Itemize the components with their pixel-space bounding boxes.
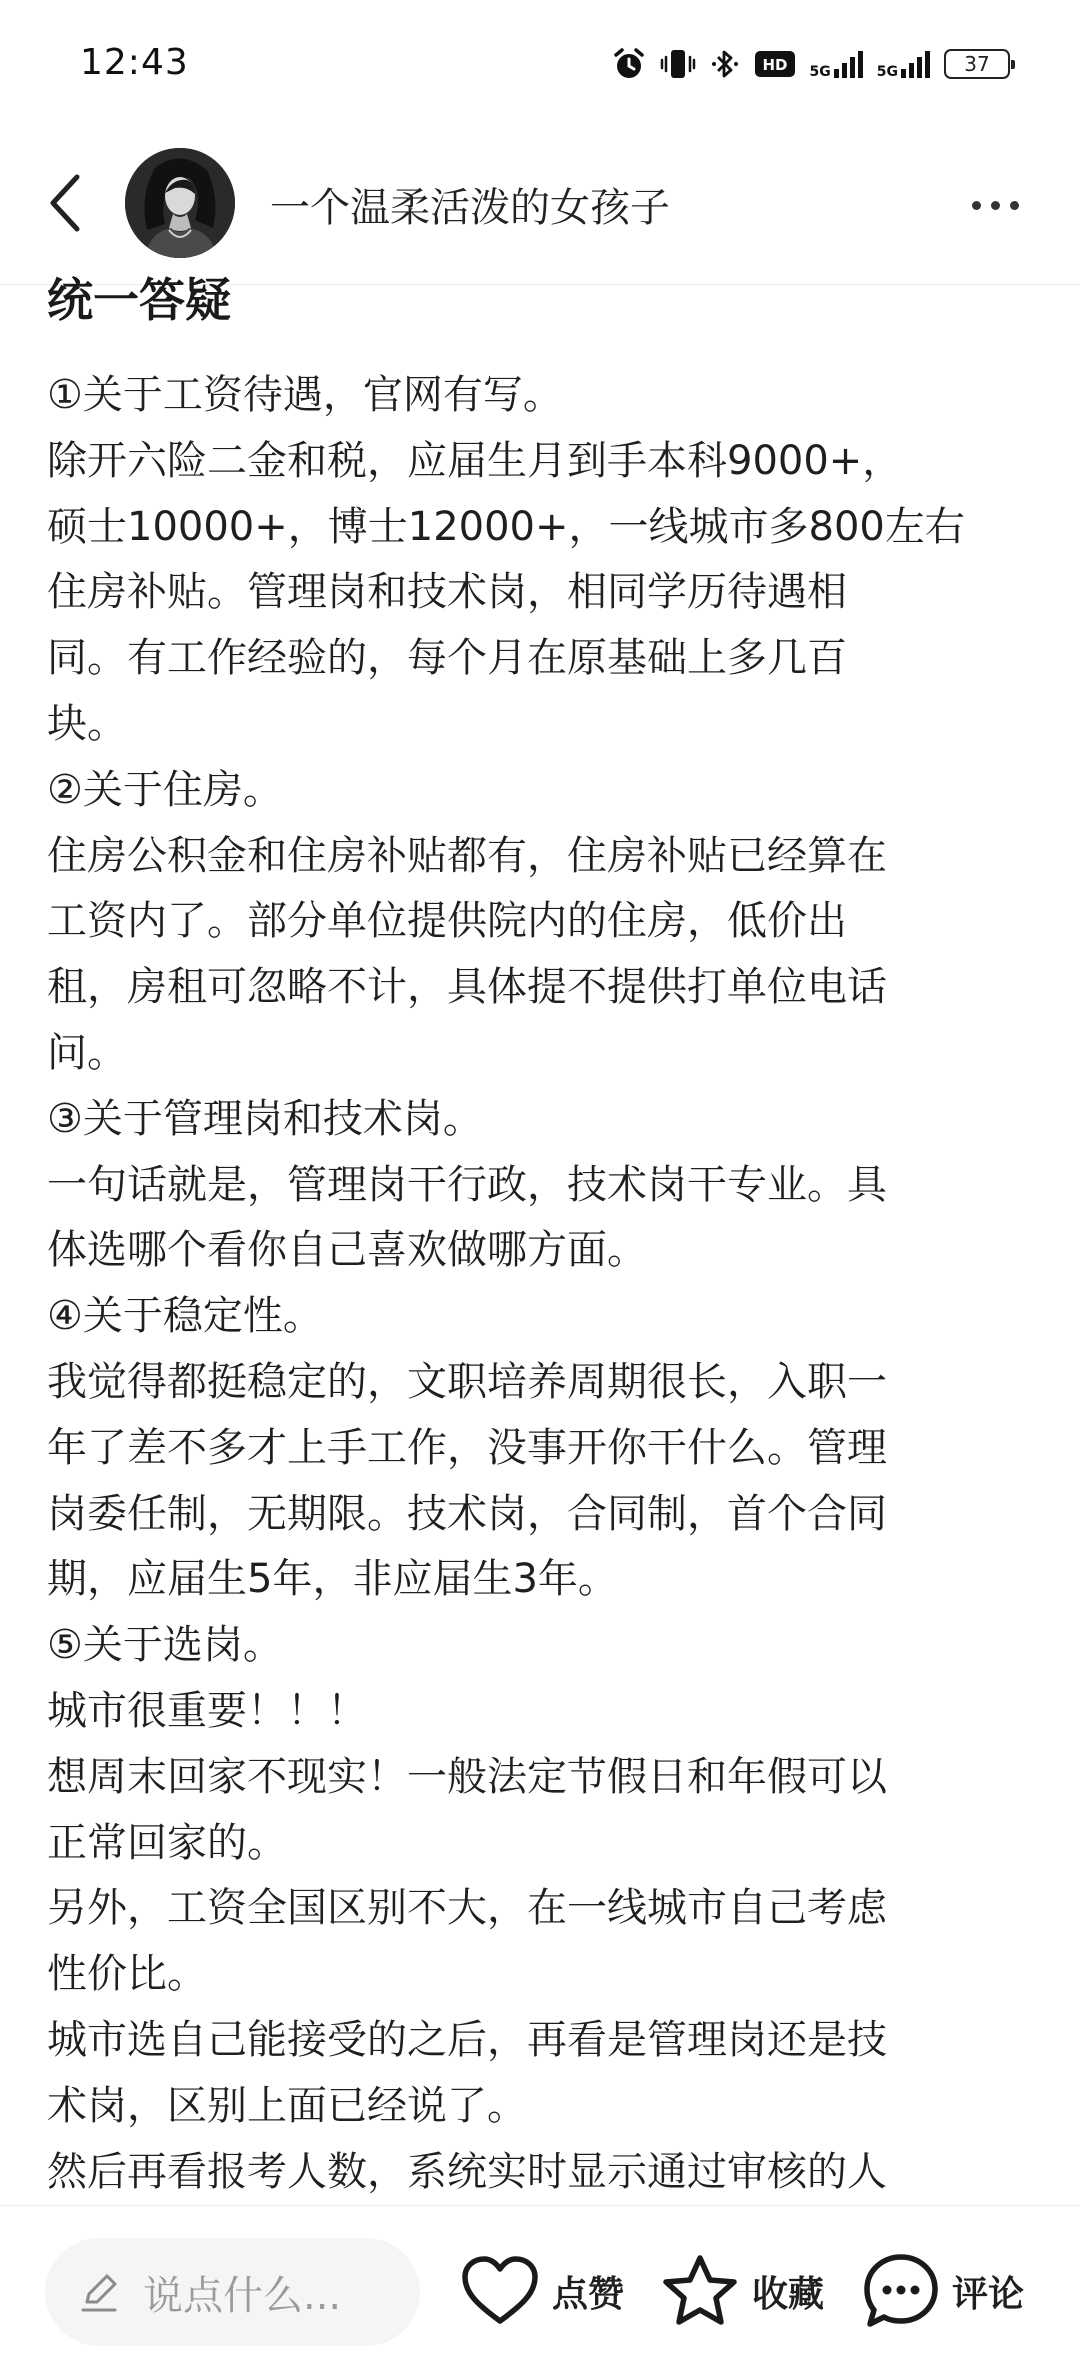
post-text-line: 另外，工资全国区别不大，在一线城市自己考虑 [47, 1885, 887, 1932]
status-time: 12:43 [80, 42, 189, 83]
avatar-portrait-icon [125, 148, 235, 258]
post-text-line: 正常回家的。 [47, 1819, 287, 1866]
more-dot-icon [972, 201, 981, 210]
post-body [47, 363, 1037, 2205]
more-options-button[interactable] [960, 180, 1030, 230]
more-dot-icon [991, 201, 1000, 210]
like-button[interactable] [460, 2246, 624, 2336]
comment-label: 评论 [952, 2273, 1025, 2315]
comment-bubble-icon [862, 2252, 940, 2330]
signal-5g-1 [810, 49, 863, 79]
favorite-label: 收藏 [752, 2273, 825, 2315]
signal-icon [900, 49, 930, 79]
status-icons [612, 44, 1010, 84]
bottom-action-bar [0, 2205, 1080, 2376]
status-bar [0, 0, 1080, 130]
pencil-icon [77, 2270, 121, 2314]
post-text-line: 然后再看报考人数，系统实时显示通过审核的人 [47, 2148, 887, 2195]
post-text-line: 工资内了。部分单位提供院内的住房，低价出 [47, 898, 847, 945]
post-text-line: ④关于稳定性。 [47, 1293, 323, 1340]
post-text-line: 想周末回家不现实！一般法定节假日和年假可以 [47, 1753, 887, 1800]
post-content [47, 270, 1037, 2205]
favorite-button[interactable] [660, 2246, 824, 2336]
bluetooth-icon [710, 47, 740, 81]
author-avatar[interactable] [125, 148, 235, 258]
more-dot-icon [1010, 201, 1019, 210]
heart-icon [460, 2255, 540, 2327]
post-text-line: 一句话就是，管理岗干行政，技术岗干专业。具 [47, 1161, 887, 1208]
post-text-line: 性价比。 [47, 1951, 207, 1998]
svg-text:HD: HD [762, 56, 788, 74]
post-text-line: 年了差不多才上手工作，没事开你干什么。管理 [47, 1424, 887, 1471]
post-text-line: 除开六险二金和税，应届生月到手本科9000+， [47, 437, 903, 484]
author-name[interactable]: 一个温柔活泼的女孩子 [270, 185, 670, 231]
post-text-line: 问。 [47, 1029, 127, 1076]
post-text-line: ③关于管理岗和技术岗。 [47, 1095, 483, 1142]
post-text-line: 术岗，区别上面已经说了。 [47, 2082, 527, 2129]
post-text-line: 块。 [47, 700, 127, 747]
comment-placeholder: 说点什么... [143, 2272, 342, 2319]
comment-button[interactable] [862, 2246, 1024, 2336]
post-text-line: 硕士10000+，博士12000+，一线城市多800左右 [47, 503, 965, 550]
back-button[interactable] [30, 168, 100, 238]
post-text-line: 住房公积金和住房补贴都有，住房补贴已经算在 [47, 832, 887, 879]
post-text-line: 同。有工作经验的，每个月在原基础上多几百 [47, 635, 847, 682]
post-text-line: 体选哪个看你自己喜欢做哪方面。 [47, 1227, 647, 1274]
post-title: 统一答疑 [47, 273, 231, 327]
post-text-line: 期，应届生5年，非应届生3年。 [47, 1556, 618, 1603]
post-text-line: 岗委任制，无期限。技术岗，合同制，首个合同 [47, 1490, 887, 1537]
battery-icon [944, 49, 1010, 79]
post-text-line: 城市选自己能接受的之后，再看是管理岗还是技 [47, 2016, 887, 2063]
network-type-label: 5G [876, 64, 898, 80]
post-text-line: ⑤关于选岗。 [47, 1622, 283, 1669]
post-header [0, 130, 1080, 285]
post-text-line: 住房补贴。管理岗和技术岗，相同学历待遇相 [47, 569, 847, 616]
comment-input[interactable] [45, 2238, 420, 2346]
post-text-line: 我觉得都挺稳定的，文职培养周期很长，入职一 [47, 1358, 887, 1405]
chevron-left-icon [45, 173, 85, 233]
post-text-line: 租，房租可忽略不计，具体提不提供打单位电话 [47, 964, 887, 1011]
post-text-line: ①关于工资待遇，官网有写。 [47, 372, 563, 418]
post-text-line: 城市很重要！！！ [47, 1687, 367, 1734]
signal-icon [833, 49, 863, 79]
alarm-icon [612, 47, 646, 81]
network-type-label: 5G [809, 64, 831, 80]
hd-icon [754, 49, 796, 79]
star-icon [660, 2253, 740, 2329]
post-text-line: ②关于住房。 [47, 766, 283, 813]
signal-5g-2 [877, 49, 930, 79]
vibrate-icon [660, 47, 696, 81]
like-label: 点赞 [552, 2273, 625, 2315]
battery-level: 37 [964, 52, 990, 76]
